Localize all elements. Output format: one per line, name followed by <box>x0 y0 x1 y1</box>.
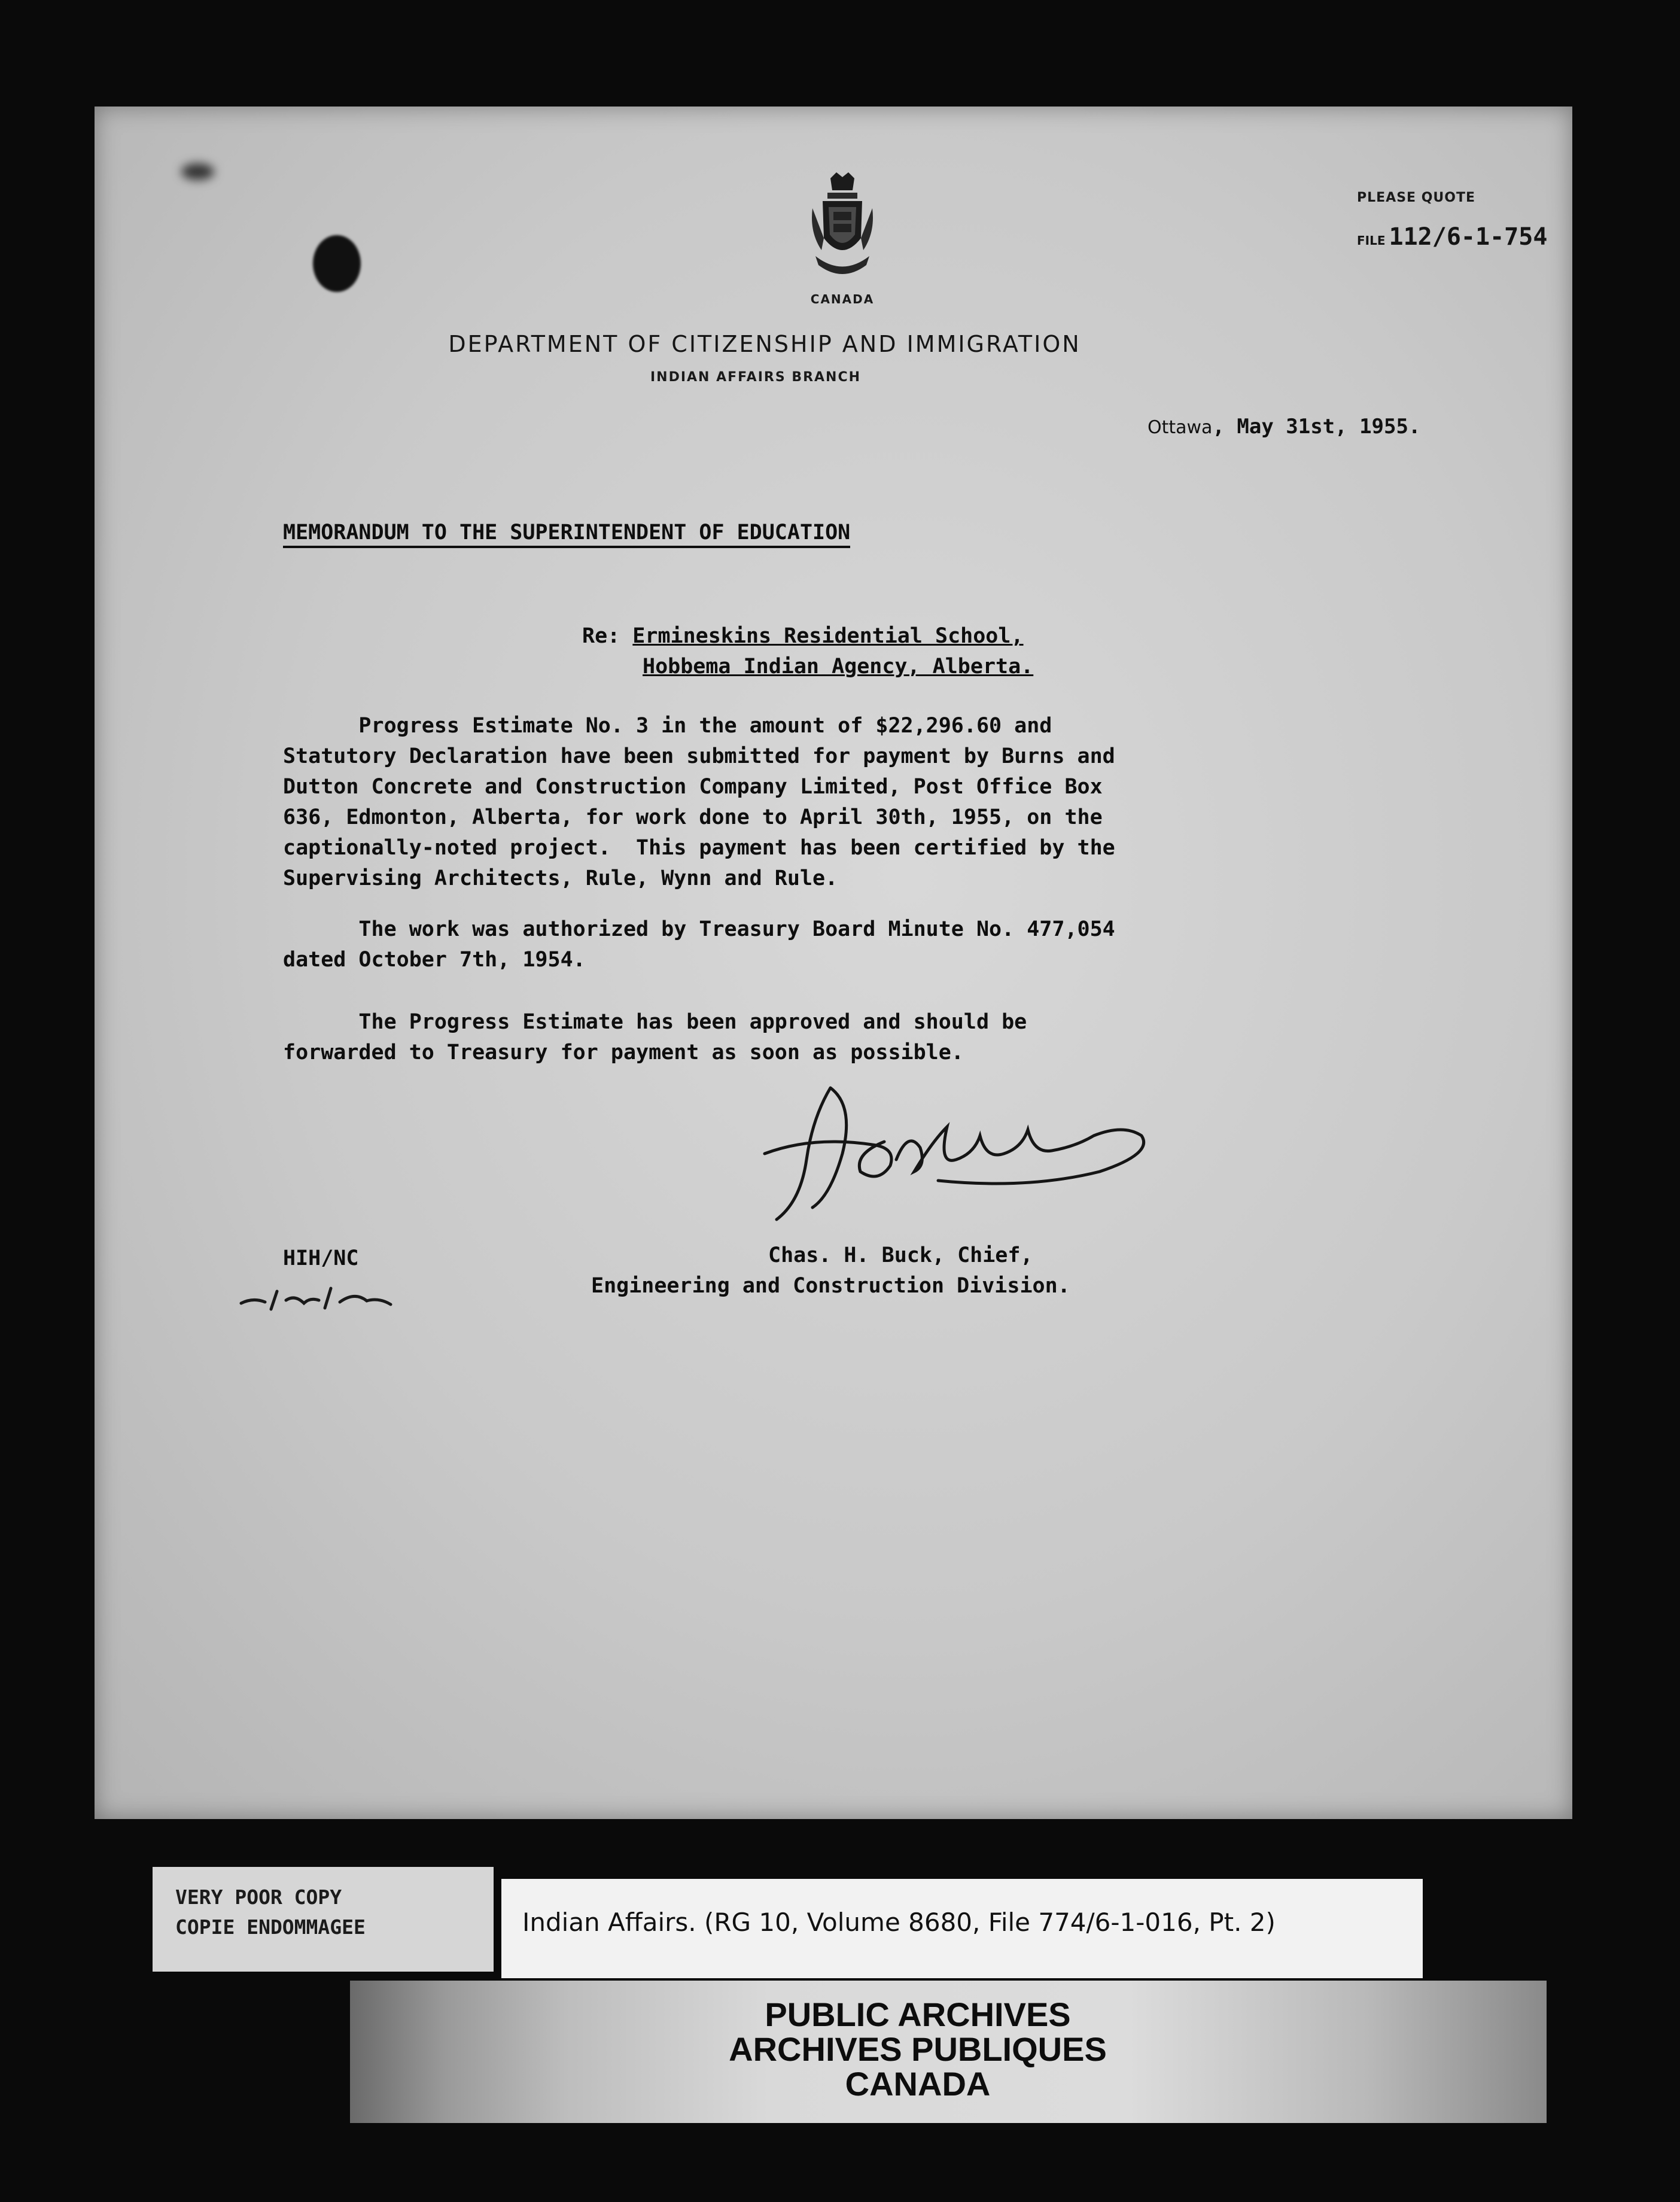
signer-name: Chas. H. Buck, Chief, <box>768 1243 1033 1267</box>
canada-crest-icon <box>809 172 875 280</box>
dateline <box>1148 415 1420 439</box>
condition-tag <box>153 1867 494 1972</box>
archive-reference: Indian Affairs. (RG 10, Volume 8680, File 774/6-1-016, Pt. 2) <box>501 1879 1423 1978</box>
condition-line-english: VERY POOR COPY <box>175 1885 342 1909</box>
archive-stamp-line-1: PUBLIC ARCHIVES <box>765 1996 1071 2033</box>
file-label: FILE <box>1357 233 1386 248</box>
memo-page <box>95 107 1572 1819</box>
signer-division: Engineering and Construction Division. <box>591 1274 1070 1298</box>
handwritten-mark-icon <box>235 1279 409 1315</box>
ink-smudge <box>181 163 214 180</box>
file-number: 112/6-1-754 <box>1389 223 1548 251</box>
please-quote-label: PLEASE QUOTE <box>1357 190 1476 205</box>
dateline-city: Ottawa <box>1148 417 1213 438</box>
subject-label: Re: <box>582 624 620 648</box>
memo-title: MEMORANDUM TO THE SUPERINTENDENT OF EDUCATION <box>283 519 850 548</box>
department-heading: DEPARTMENT OF CITIZENSHIP AND IMMIGRATION <box>448 331 1081 357</box>
signature-icon <box>741 1070 1183 1249</box>
subject-line-1: Ermineskins Residential School, <box>632 624 1024 648</box>
subject-line-2: Hobbema Indian Agency, Alberta. <box>643 655 1034 679</box>
archive-stamp <box>0 1997 1680 2101</box>
signer-block <box>591 1240 1070 1301</box>
archive-stamp-line-2: ARCHIVES PUBLIQUES <box>729 2030 1107 2068</box>
body-paragraph-2: The work was authorized by Treasury Board Minute No. 477,054 dated October 7th, 1954. <box>283 917 1115 972</box>
body-paragraph-3: The Progress Estimate has been approved and should be forwarded to Treasury for payment as soon as possible. <box>283 1010 1027 1064</box>
dateline-date: , May 31st, 1955. <box>1212 415 1421 439</box>
crest-label: CANADA <box>810 292 875 306</box>
file-reference <box>1357 223 1547 251</box>
typist-initials: HIH/NC <box>283 1246 359 1270</box>
archive-stamp-line-3: CANADA <box>845 2065 991 2103</box>
subject-block <box>582 621 1033 682</box>
condition-line-french: COPIE ENDOMMAGEE <box>175 1915 366 1939</box>
body-paragraph-1: Progress Estimate No. 3 in the amount of $22,296.60 and Statutory Declaration have been submitted for payment by Burns and Dutton Concrete and Construction Company Limited, Post Office Box 636, Edmonton, Alberta, for work done to April 30th, 1955, on the captionally-noted project. This payment has been certified by the Supervising Architects, Rule, Wynn and Rule. <box>283 714 1115 890</box>
branch-heading: INDIAN AFFAIRS BRANCH <box>650 370 862 385</box>
ink-blot <box>313 235 361 292</box>
